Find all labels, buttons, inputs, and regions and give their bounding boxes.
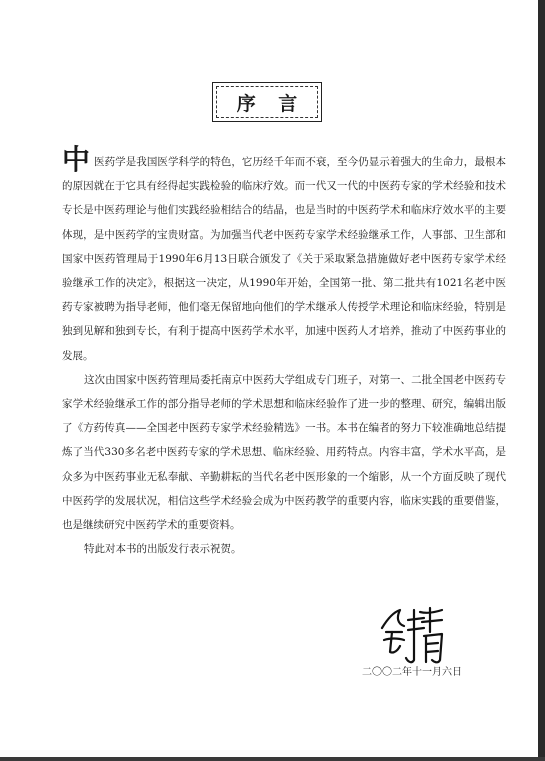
title-box [212,82,322,122]
paragraph-2: 这次由国家中医药管理局委托南京中医药大学组成专门班子，对第一、二批全国老中医药专家学术经验继承工作的部分指导老师的学术思想和临床经验作了进一步的整理、研究，编辑出版了《方药传真——全国老中医药专家学术经验精选》一书。本书在编者的努力下较准确地总结提炼了当代330多名老中医药专家的学术思想、临床经验、用药特点。内容丰富，学术水平高，是众多为中医药事业无私奉献、辛勤耕耘的当代名老中医形象的一个缩影，从一个方面反映了现代中医药学的发展状况，相信这些学术经验会成为中医药教学的重要内容，临床实践的重要借鉴，也是继续研究中医药学术的重要资料。 [62,373,506,532]
paragraph-3: 特此对本书的出版发行表示祝贺。 [84,543,242,556]
dropcap: 中 [62,143,91,176]
scan-edge-right [538,0,545,761]
paragraph-1 [62,143,506,368]
scan-edge-bottom [0,757,545,761]
preface-body [62,143,506,561]
paragraph-1-text: 医药学是我国医学科学的特色，它历经千年而不衰，至今仍显示着强大的生命力，最根本的原因就在于它具有经得起实践检验的临床疗效。而一代又一代的中医药专家的学术经验和技术专长是中医药理论与他们实践经验相结合的结晶，也是当时的中医药学术和临床疗效水平的主要体现，是中医药学的宝贵财富。为加强当代老中医药专家学术经验继承工作，人事部、卫生部和国家中医药管理局于1990年6月13日联合颁发了《关于采取紧急措施做好老中医药专家学术经验继承工作的决定》，根据这一决定，从1990年开始，全国第一批、第二批共有1021名老中医药专家被聘为指导老师，他们毫无保留地向他们的学术继承人传授学术理论和临床经验，特别是独到见解和独到专长，有利于提高中医药学术水平，加速中医药人才培养，推动了中医药事业的发展。 [62,156,506,362]
page-title: 序 言 [236,92,306,115]
handwritten-signature [376,602,454,668]
date: 二〇〇二年十一月六日 [362,667,462,678]
